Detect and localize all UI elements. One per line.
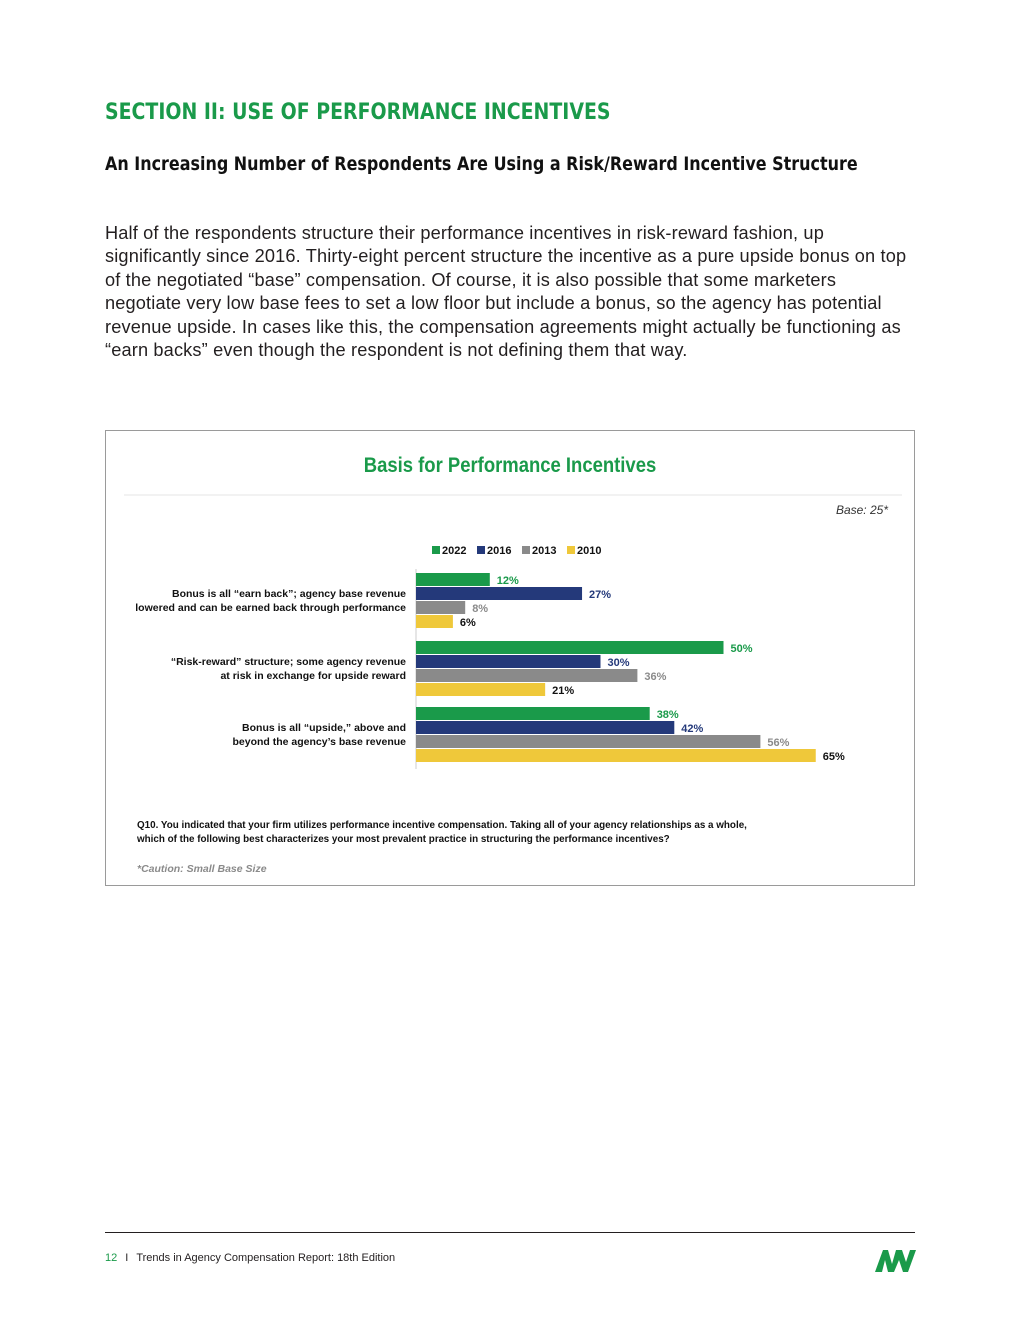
ana-logo-icon <box>872 1246 918 1274</box>
data-label-2022: 38% <box>656 709 679 721</box>
data-label-2022: 12% <box>496 575 519 587</box>
bar-2013 <box>416 669 637 682</box>
footer-separator: I <box>125 1252 129 1264</box>
bar-2016 <box>416 721 674 734</box>
performance-incentives-chart <box>106 431 914 885</box>
page-number: 12 <box>105 1252 118 1264</box>
legend-swatch-2013 <box>522 546 530 554</box>
data-label-2016: 27% <box>589 589 612 601</box>
bar-2010 <box>416 615 453 628</box>
section-subtitle: An Increasing Number of Respondents Are Using a Risk/Reward Incentive Structure <box>105 153 858 175</box>
bar-2016 <box>416 587 582 600</box>
footer-divider <box>105 1232 915 1233</box>
data-label-2010: 21% <box>552 685 575 697</box>
body-paragraph: Half of the respondents structure their performance incentives in risk-reward fashion, up significantly since 2016. Thirty-eight percent structure the incentive as a pure upside bonus on top of the negotiated “base” compensation. Of course, it is also possible that some marketers negotiate very low base fees to set a low floor but include a bonus, so the agency has potential revenue upside. In cases like this, the compensation agreements might actually be functioning as “earn backs” even though the respondent is not defining them that way. <box>105 223 907 361</box>
data-label-2013: 8% <box>472 603 489 615</box>
legend-swatch-2016 <box>477 546 485 554</box>
question-note: Q10. You indicated that your firm utilizes performance incentive compensation. Taking all of your agency relationships as a whole, <box>137 819 747 832</box>
legend-swatch-2022 <box>432 546 440 554</box>
category-label: “Risk-reward” structure; some agency revenue <box>170 656 406 668</box>
section-title: SECTION II: USE OF PERFORMANCE INCENTIVES <box>105 100 611 125</box>
bar-2013 <box>416 735 760 748</box>
category-label: Bonus is all “upside,” above and <box>242 722 406 734</box>
report-title: Trends in Agency Compensation Report: 18th Edition <box>136 1252 396 1264</box>
data-label-2013: 36% <box>644 671 667 683</box>
data-label-2022: 50% <box>730 643 753 655</box>
caution-note: *Caution: Small Base Size <box>137 863 267 875</box>
category-label: lowered and can be earned back through performance <box>135 602 406 614</box>
chart-title: Basis for Performance Incentives <box>363 453 657 478</box>
legend-label-2013: 2013 <box>532 545 557 557</box>
bar-2022 <box>416 707 650 720</box>
bar-2022 <box>416 641 724 654</box>
data-label-2010: 6% <box>459 617 476 629</box>
legend-label-2016: 2016 <box>487 545 512 557</box>
category-label: Bonus is all “earn back”; agency base revenue <box>171 588 406 600</box>
category-label: beyond the agency’s base revenue <box>232 736 406 748</box>
bar-2022 <box>416 573 490 586</box>
question-note: which of the following best characterizes your most prevalent practice in structuring the performance incentives? <box>137 833 670 846</box>
footer <box>105 1252 395 1264</box>
data-label-2016: 42% <box>681 723 704 735</box>
legend-swatch-2010 <box>567 546 575 554</box>
data-label-2010: 65% <box>822 751 845 763</box>
bar-2010 <box>416 749 816 762</box>
bar-2010 <box>416 683 545 696</box>
data-label-2013: 56% <box>767 737 790 749</box>
base-note: Base: 25* <box>835 503 888 517</box>
bar-2013 <box>416 601 465 614</box>
chart-container <box>105 430 915 886</box>
legend-label-2022: 2022 <box>442 545 467 557</box>
legend-label-2010: 2010 <box>577 545 602 557</box>
bar-2016 <box>416 655 601 668</box>
category-label: at risk in exchange for upside reward <box>220 670 406 682</box>
data-label-2016: 30% <box>607 657 630 669</box>
